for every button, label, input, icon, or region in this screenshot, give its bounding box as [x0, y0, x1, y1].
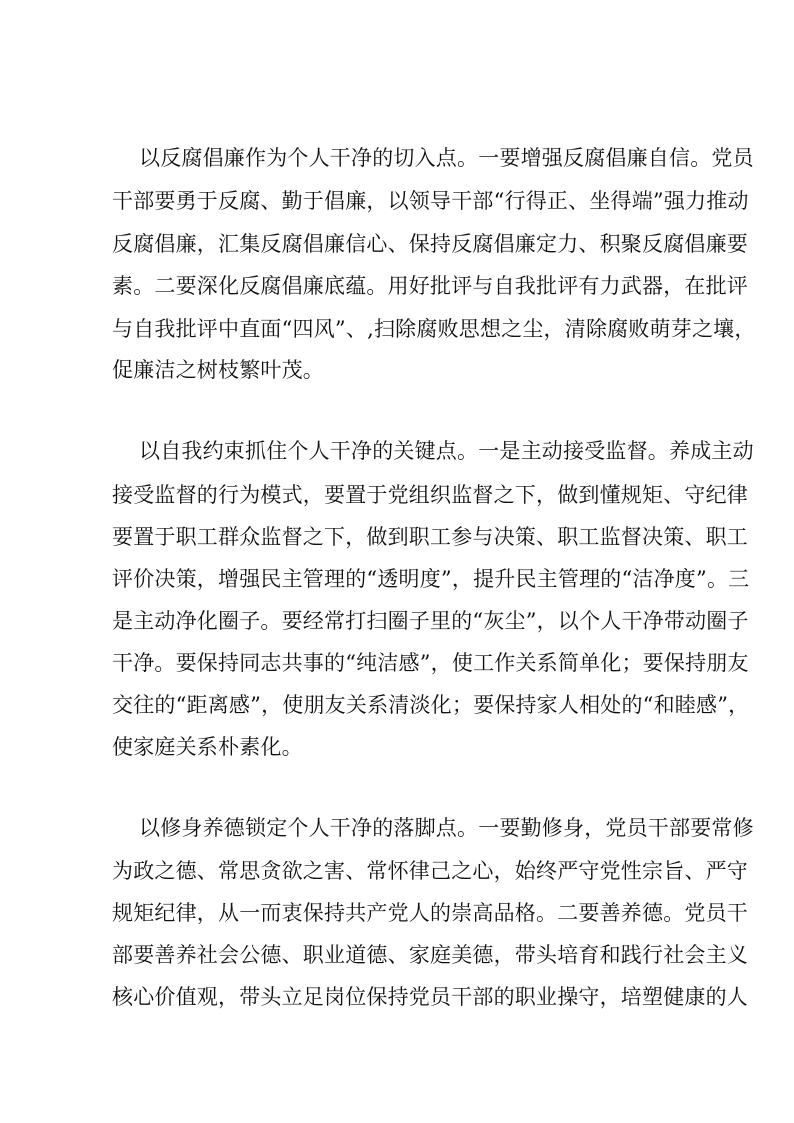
paragraph-line: 以反腐倡廉作为个人干净的切入点。一要增强反腐倡廉自信。党员: [139, 146, 754, 170]
paragraph-line: 反腐倡廉，汇集反腐倡廉信心、保持反腐倡廉定力、积聚反腐倡廉要: [112, 232, 748, 256]
paragraph-line: 是主动净化圈子。要经常打扫圈子里的“灰尘”，以个人干净带动圈子: [112, 609, 749, 633]
paragraph-line: 接受监督的行为模式，要置于党组织监督之下，做到懂规矩、守纪律: [112, 483, 748, 507]
paragraph-line: 促廉洁之树枝繁叶茂。: [112, 358, 324, 382]
paragraph-line: 素。二要深化反腐倡廉底蕴。用好批评与自我批评有力武器，在批评: [112, 274, 748, 298]
paragraph-line: 干部要勇于反腐、勤于倡廉，以领导干部“行得正、坐得端”强力推动: [112, 189, 749, 213]
paragraph-line: 以修身养德锁定个人干净的落脚点。一要勤修身，党员干部要常修: [139, 816, 754, 840]
paragraph-line: 与自我批评中直面“四风”、,扫除腐败思想之尘，清除腐败萌芽之壤，: [112, 317, 756, 341]
paragraph-line: 规矩纪律，从一而衷保持共产党人的崇高品格。二要善养德。党员干: [112, 901, 748, 925]
paragraph-line: 部要善养社会公德、职业道德、家庭美德，带头培育和践行社会主义: [112, 943, 748, 967]
paragraph-line: 干净。要保持同志共事的“纯洁感”，使工作关系简单化；要保持朋友: [112, 651, 749, 675]
paragraph-line: 以自我约束抓住个人干净的关键点。一是主动接受监督。养成主动: [139, 439, 754, 463]
paragraph-line: 为政之德、常思贪欲之害、常怀律己之心，始终严守党性宗旨、严守: [112, 859, 748, 883]
paragraph-line: 使家庭关系朴素化。: [112, 735, 303, 759]
paragraph-line: 核心价值观，带头立足岗位保持党员干部的职业操守，培塑健康的人: [112, 985, 748, 1009]
paragraph-line: 评价决策，增强民主管理的“透明度”，提升民主管理的“洁净度”。三: [112, 567, 750, 591]
paragraph-line: 交往的“距离感”，使朋友关系清淡化；要保持家人相处的“和睦感”，: [112, 693, 750, 717]
paragraph-line: 要置于职工群众监督之下，做到职工参与决策、职工监督决策、职工: [112, 525, 748, 549]
